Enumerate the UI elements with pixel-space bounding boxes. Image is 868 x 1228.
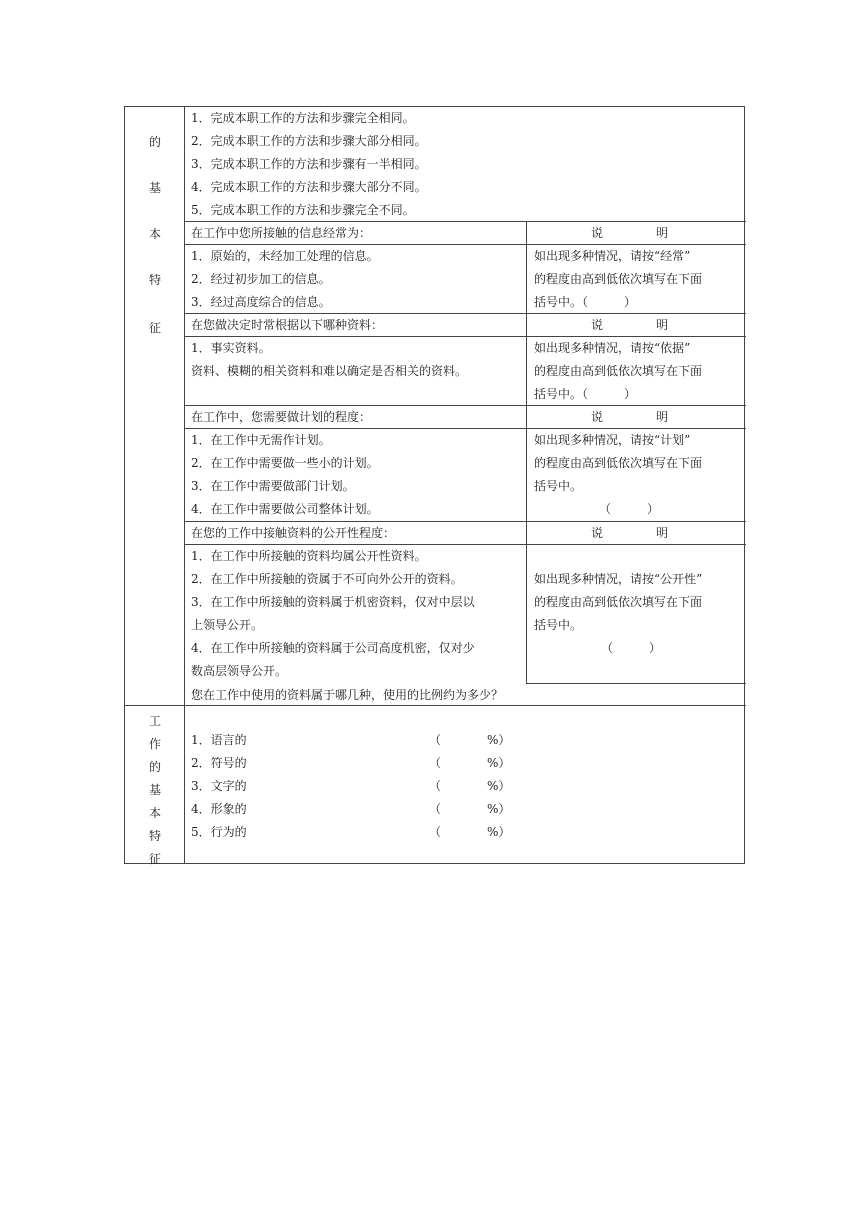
percent-paren-open: （ [429, 756, 442, 770]
note-header-ming: 明 [656, 318, 669, 332]
left-label-char: 的 [148, 760, 161, 774]
planning-option: 4．在工作中需要做公司整体计划。 [191, 502, 379, 516]
note-header-shuo: 说 [591, 410, 604, 424]
info-option: 2．经过初步加工的信息。 [191, 272, 331, 286]
percent-paren-open: （ [429, 825, 442, 839]
percent-paren-close: %） [487, 825, 511, 839]
planning-option: 3．在工作中需要做部门计划。 [191, 479, 355, 493]
decision-option: 资料、模糊的相关资料和难以确定是否相关的资料。 [191, 364, 468, 378]
openness-option: 4．在工作中所接触的资料属于公司高度机密，仅对少 [191, 641, 475, 655]
note-header-shuo: 说 [591, 526, 604, 540]
planning-question: 在工作中，您需要做计划的程度： [191, 410, 372, 424]
note-header-ming: 明 [656, 526, 669, 540]
material-type-label: 4．形象的 [191, 802, 247, 816]
row-divider [526, 683, 746, 684]
percent-paren-close: %） [487, 779, 511, 793]
planning-note-line: 的程度由高到低依次填写在下面 [534, 456, 703, 470]
percent-paren-close: %） [487, 733, 511, 747]
left-label-char: 本 [148, 806, 161, 820]
decision-note-line: 括号中。（ ） [534, 387, 637, 401]
left-label-char: 特 [148, 829, 161, 843]
left-label-char: 本 [148, 227, 161, 241]
left-label-char: 的 [148, 135, 161, 149]
method-option: 5．完成本职工作的方法和步骤完全不同。 [191, 203, 415, 217]
planning-note-line: （ ） [599, 502, 660, 516]
method-option: 3．完成本职工作的方法和步骤有一半相同。 [191, 157, 427, 171]
openness-note-line: 的程度由高到低依次填写在下面 [534, 595, 703, 609]
left-label-char: 特 [148, 273, 161, 287]
material-type-label: 1．语言的 [191, 733, 247, 747]
planning-option: 2．在工作中需要做一些小的计划。 [191, 456, 379, 470]
material-type-label: 3．文字的 [191, 779, 247, 793]
info-question: 在工作中您所接触的信息经常为： [191, 226, 372, 240]
left-label-char: 作 [148, 737, 161, 751]
openness-note-line: （ ） [601, 641, 662, 655]
material-type-question: 您在工作中使用的资料属于哪几种，使用的比例约为多少？ [191, 688, 504, 702]
percent-paren-close: %） [487, 756, 511, 770]
decision-option: 1．事实资料。 [191, 341, 271, 355]
material-type-label: 2．符号的 [191, 756, 247, 770]
method-option: 1．完成本职工作的方法和步骤完全相同。 [191, 111, 415, 125]
openness-question: 在您的工作中接触资料的公开性程度： [191, 526, 396, 540]
percent-paren-close: %） [487, 802, 511, 816]
left-label-char: 基 [148, 181, 161, 195]
openness-option: 1．在工作中所接触的资料均属公开性资料。 [191, 549, 427, 563]
planning-note-line: 如出现多种情况，请按“计划” [534, 433, 691, 447]
openness-option: 数高层领导公开。 [191, 664, 288, 678]
planning-note-line: 括号中。 [534, 479, 583, 493]
left-label-char: 征 [148, 321, 161, 335]
percent-paren-open: （ [429, 733, 442, 747]
planning-option: 1．在工作中无需作计划。 [191, 433, 331, 447]
percent-paren-open: （ [429, 802, 442, 816]
note-header-ming: 明 [656, 410, 669, 424]
openness-note-line: 如出现多种情况，请按“公开性” [534, 572, 703, 586]
openness-option: 3．在工作中所接触的资料属于机密资料，仅对中层以 [191, 595, 475, 609]
material-type-label: 5．行为的 [191, 825, 247, 839]
decision-note-line: 如出现多种情况，请按“依据” [534, 341, 691, 355]
left-label-char: 工 [148, 714, 161, 728]
info-option: 1．原始的，未经加工处理的信息。 [191, 249, 379, 263]
left-label-char: 征 [148, 852, 161, 866]
decision-note-line: 的程度由高到低依次填写在下面 [534, 364, 703, 378]
method-option: 2．完成本职工作的方法和步骤大部分相同。 [191, 134, 427, 148]
percent-paren-open: （ [429, 779, 442, 793]
openness-option: 上领导公开。 [191, 618, 264, 632]
note-header-shuo: 说 [591, 226, 604, 240]
info-note-line: 如出现多种情况，请按“经常” [534, 249, 691, 263]
job-analysis-table [124, 106, 745, 864]
info-note-line: 的程度由高到低依次填写在下面 [534, 272, 703, 286]
openness-option: 2．在工作中所接触的资属于不可向外公开的资料。 [191, 572, 463, 586]
openness-note-line: 括号中。 [534, 618, 583, 632]
decision-question: 在您做决定时常根据以下哪种资料： [191, 318, 384, 332]
left-label-char: 基 [148, 783, 161, 797]
note-header-ming: 明 [656, 226, 669, 240]
info-note-line: 括号中。（ ） [534, 295, 637, 309]
column-divider [526, 221, 527, 683]
info-option: 3．经过高度综合的信息。 [191, 295, 331, 309]
note-header-shuo: 说 [591, 318, 604, 332]
method-option: 4．完成本职工作的方法和步骤大部分不同。 [191, 180, 427, 194]
